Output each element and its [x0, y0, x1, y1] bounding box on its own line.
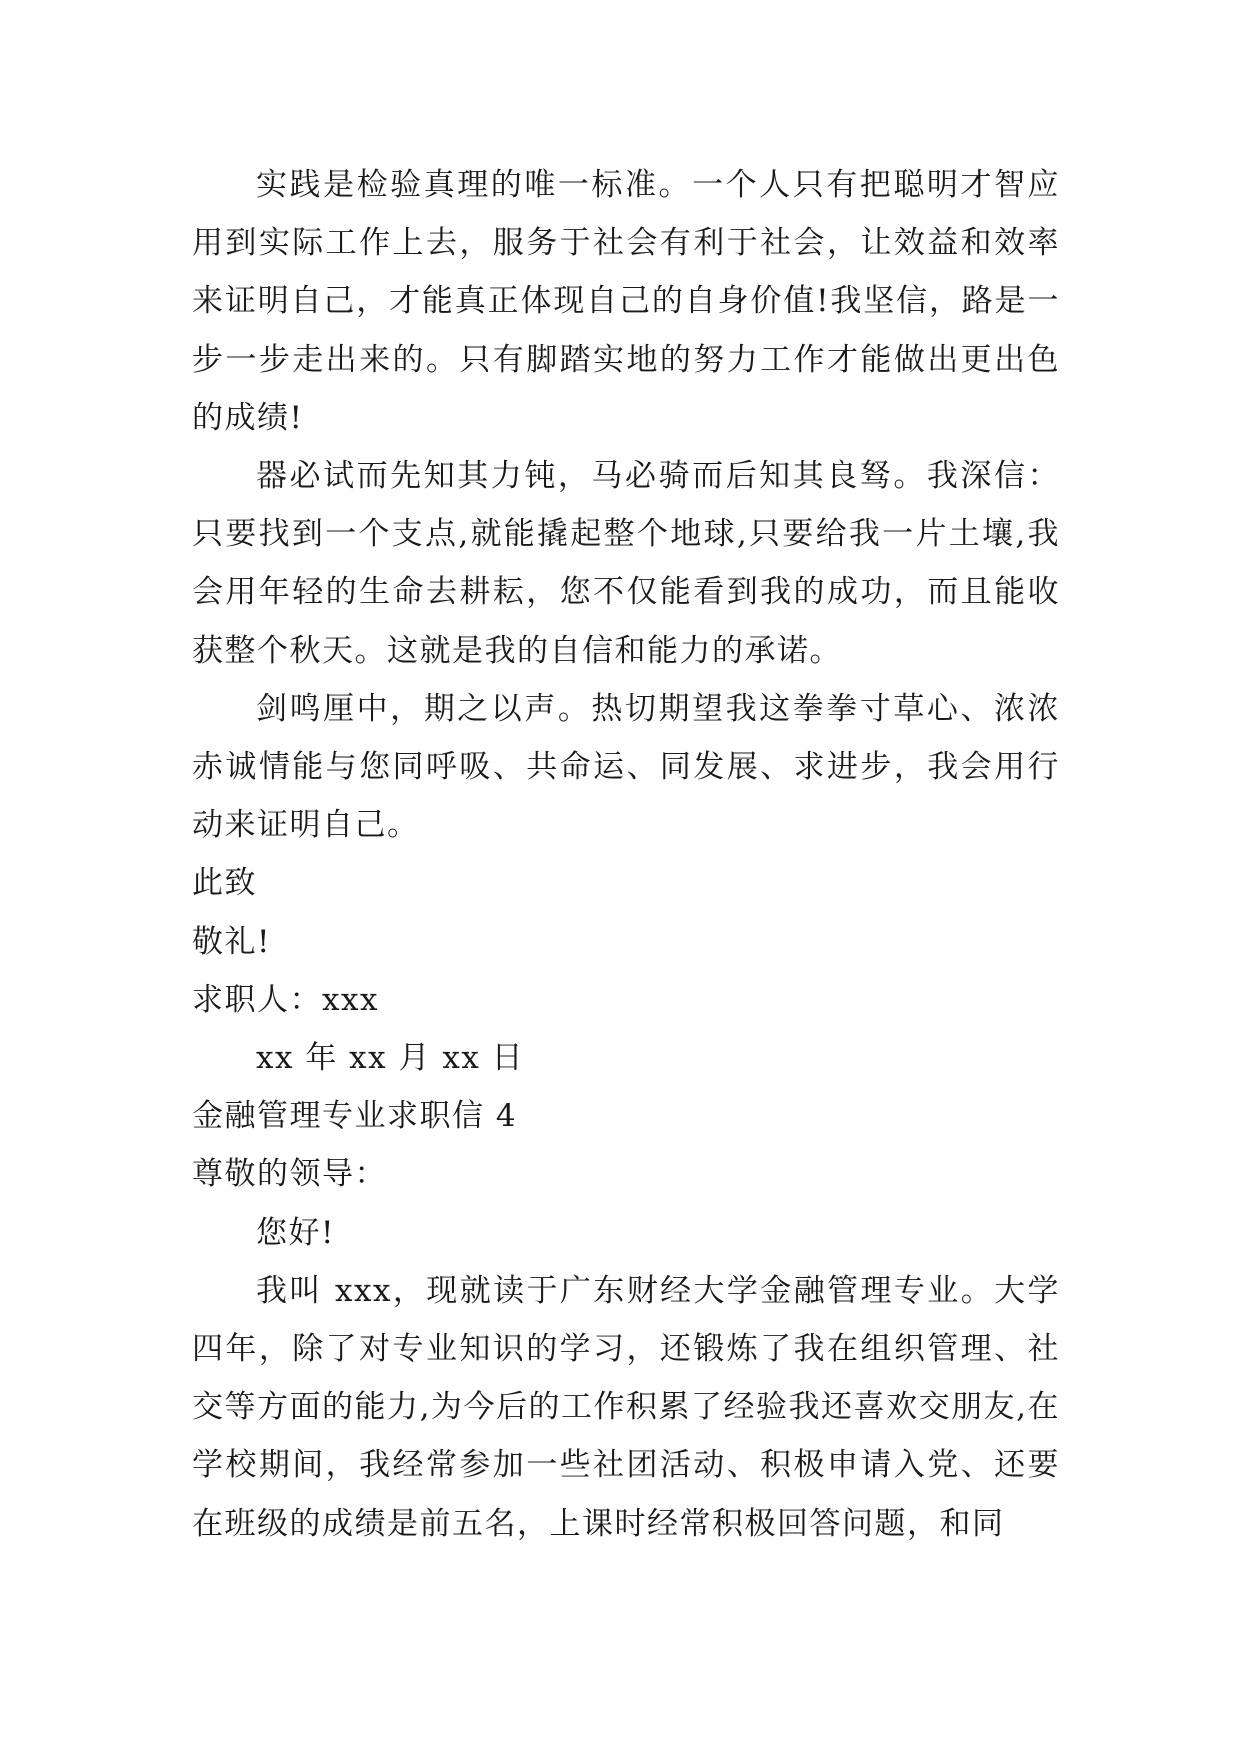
- paragraph-practice: 实践是检验真理的唯一标准。一个人只有把聪明才智应用到实际工作上去，服务于社会有利于社会，让效益和效率来证明自己，才能真正体现自己的自身价值!我坚信，路是一步一步走出来的。只有脚踏实地的努力工作才能做出更出色的成绩!: [192, 167, 1060, 436]
- date-line: xx 年 xx 月 xx 日: [256, 1040, 525, 1077]
- paragraph-confidence: 器必试而先知其力钝，马必骑而后知其良驽。我深信：只要找到一个支点,就能撬起整个地球,只要给我一片土壤,我会用年轻的生命去耕耘，您不仅能看到我的成功，而且能收获整个秋天。这就是我的自信和能力的承诺。: [192, 458, 1060, 669]
- document-body: [192, 156, 1060, 1553]
- closing-line-2: 敬礼!: [192, 923, 271, 960]
- greeting: 您好!: [256, 1214, 335, 1251]
- signature-line: 求职人：xxx: [192, 981, 379, 1018]
- paragraph-hope: 剑鸣厘中，期之以声。热切期望我这拳拳寸草心、浓浓赤诚情能与您同呼吸、共命运、同发展、求进步，我会用行动来证明自己。: [192, 690, 1060, 844]
- paragraph-introduction: 我叫 xxx，现就读于广东财经大学金融管理专业。大学四年，除了对专业知识的学习，还锻炼了我在组织管理、社交等方面的能力,为今后的工作积累了经验我还喜欢交朋友,在学校期间，我经常参加一些社团活动、积极申请入党、还要在班级的成绩是前五名，上课时经常积极回答问题，和同: [192, 1272, 1060, 1542]
- closing-line-1: 此致: [192, 865, 257, 902]
- salutation: 尊敬的领导：: [192, 1156, 387, 1193]
- letter-title: 金融管理专业求职信 4: [192, 1098, 518, 1135]
